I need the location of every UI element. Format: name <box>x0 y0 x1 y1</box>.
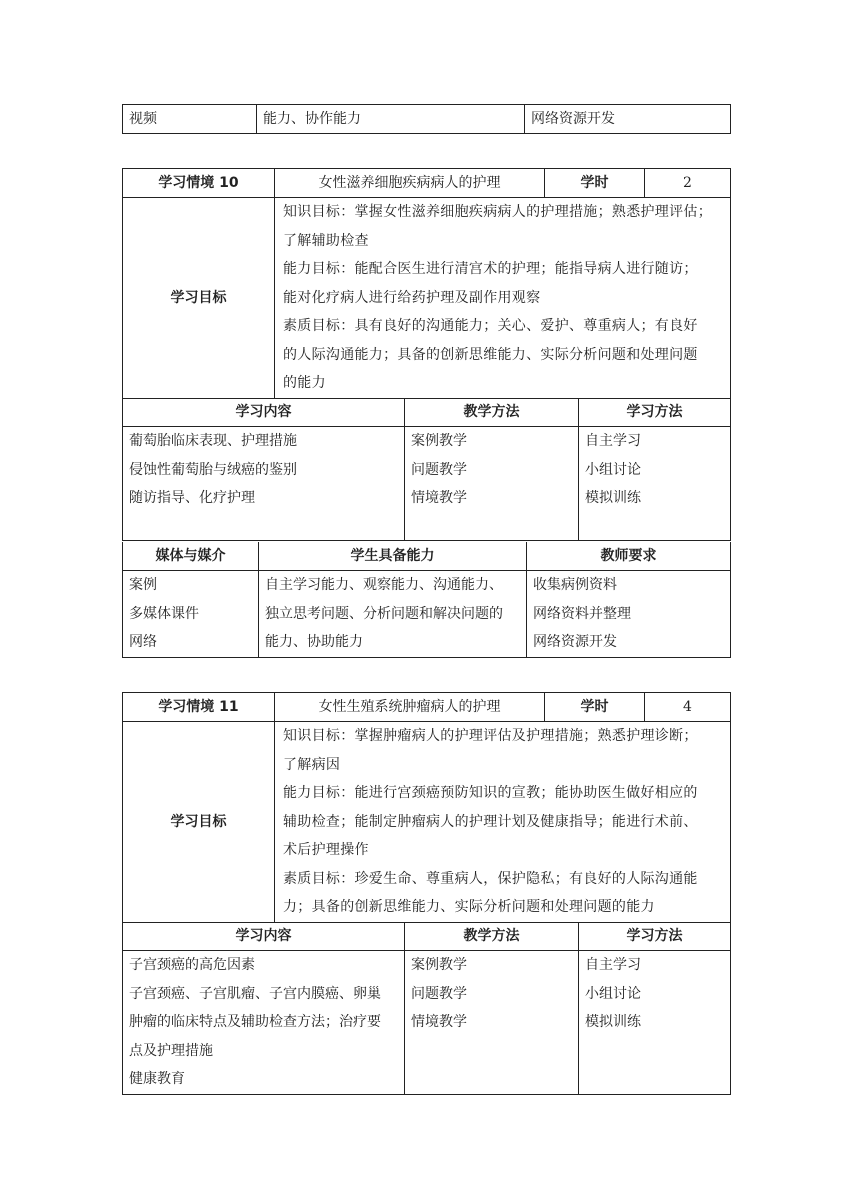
content-line: 子宫颈癌的高危因素 <box>129 957 255 973</box>
hours-label: 学时 <box>545 169 645 198</box>
teach-line: 情境教学 <box>411 1014 467 1030</box>
teacher-cell: 网络资源开发 <box>525 105 731 134</box>
situation-label: 学习情境 10 <box>123 169 275 198</box>
teach-line: 问题教学 <box>411 985 467 1002</box>
content-line: 点及护理措施 <box>129 1042 213 1059</box>
teach-method-cell <box>405 427 579 541</box>
learn-line: 小组讨论 <box>585 985 641 1002</box>
situation-title: 女性生殖系统肿瘤病人的护理 <box>275 693 545 722</box>
ability-header: 学生具备能力 <box>259 542 527 571</box>
ability-cell: 能力、协作能力 <box>257 105 525 134</box>
goal-line: 力；具备的创新思维能力、实际分析问题和处理问题的能力 <box>283 899 655 915</box>
teach-method-header: 教学方法 <box>405 398 579 427</box>
content-header: 学习内容 <box>123 922 405 951</box>
goal-line: 能对化疗病人进行给药护理及副作用观察 <box>283 289 541 306</box>
teacher-line: 网络资料并整理 <box>533 605 631 622</box>
goal-line: 知识目标：掌握肿瘤病人的护理评估及护理措施；熟悉护理诊断； <box>283 728 698 744</box>
hours-value: 2 <box>645 169 731 198</box>
content-line: 子宫颈癌、子宫肌瘤、子宫内膜癌、卵巢 <box>129 985 381 1002</box>
ability-line: 独立思考问题、分析问题和解决问题的 <box>265 605 503 622</box>
teach-line: 情境教学 <box>411 490 467 506</box>
learn-method-cell <box>579 951 731 1095</box>
learn-line: 小组讨论 <box>585 461 641 478</box>
learn-method-header: 学习方法 <box>579 398 731 427</box>
media-line: 网络 <box>129 634 157 650</box>
situation-title: 女性滋养细胞疾病病人的护理 <box>275 169 545 198</box>
goal-line: 术后护理操作 <box>283 842 369 858</box>
media-header: 媒体与媒介 <box>123 542 259 571</box>
situation-11-methods-table <box>122 922 731 1095</box>
goal-line: 知识目标：掌握女性滋养细胞疾病病人的护理措施；熟悉护理评估； <box>283 204 712 220</box>
goals-label: 学习目标 <box>123 198 275 399</box>
media-cell <box>123 571 259 658</box>
situation-10-methods-table <box>122 398 731 541</box>
teacher-line: 网络资源开发 <box>533 634 617 650</box>
situation-10-table <box>122 168 731 399</box>
learn-method-header: 学习方法 <box>579 922 731 951</box>
goal-line: 素质目标：具有良好的沟通能力；关心、爱护、尊重病人；有良好 <box>283 318 698 334</box>
media-line: 多媒体课件 <box>129 605 199 622</box>
situation-10-media-table <box>122 542 731 658</box>
media-cell: 视频 <box>123 105 257 134</box>
goal-line: 能力目标：能配合医生进行清宫术的护理；能指导病人进行随访； <box>283 261 698 277</box>
teach-method-cell <box>405 951 579 1095</box>
teach-method-header: 教学方法 <box>405 922 579 951</box>
teach-line: 案例教学 <box>411 433 467 449</box>
situation-label: 学习情境 11 <box>123 693 275 722</box>
learn-line: 自主学习 <box>585 957 641 973</box>
ability-line: 能力、协助能力 <box>265 634 363 650</box>
content-cell <box>123 951 405 1095</box>
content-line: 肿瘤的临床特点及辅助检查方法；治疗要 <box>129 1014 381 1030</box>
content-cell <box>123 427 405 541</box>
goal-line: 的能力 <box>283 375 326 391</box>
ability-line: 自主学习能力、观察能力、沟通能力、 <box>265 577 503 593</box>
learn-line: 模拟训练 <box>585 490 641 506</box>
continuation-table <box>122 104 731 134</box>
goals-label: 学习目标 <box>123 722 275 923</box>
goal-line: 的人际沟通能力；具备的创新思维能力、实际分析问题和处理问题 <box>283 346 698 363</box>
goal-line: 能力目标：能进行宫颈癌预防知识的宣教；能协助医生做好相应的 <box>283 785 698 801</box>
hours-value: 4 <box>645 693 731 722</box>
hours-label: 学时 <box>545 693 645 722</box>
content-header: 学习内容 <box>123 398 405 427</box>
content-line: 随访指导、化疗护理 <box>129 490 255 506</box>
teacher-cell <box>527 571 731 658</box>
ability-cell <box>259 571 527 658</box>
teach-line: 案例教学 <box>411 957 467 973</box>
situation-11-table <box>122 692 731 923</box>
content-line: 健康教育 <box>129 1071 185 1087</box>
goals-text <box>275 722 731 923</box>
goals-text <box>275 198 731 399</box>
content-line: 葡萄胎临床表现、护理措施 <box>129 433 297 449</box>
goal-line: 了解病因 <box>283 756 341 773</box>
teach-line: 问题教学 <box>411 461 467 478</box>
goal-line: 了解辅助检查 <box>283 232 369 249</box>
goal-line: 素质目标：珍爱生命、尊重病人，保护隐私；有良好的人际沟通能 <box>283 870 698 887</box>
learn-method-cell <box>579 427 731 541</box>
teacher-line: 收集病例资料 <box>533 577 617 593</box>
teacher-header: 教师要求 <box>527 542 731 571</box>
content-line: 侵蚀性葡萄胎与绒癌的鉴别 <box>129 461 297 478</box>
goal-line: 辅助检查；能制定肿瘤病人的护理计划及健康指导；能进行术前、 <box>283 813 698 830</box>
media-line: 案例 <box>129 577 157 593</box>
learn-line: 自主学习 <box>585 433 641 449</box>
learn-line: 模拟训练 <box>585 1014 641 1030</box>
